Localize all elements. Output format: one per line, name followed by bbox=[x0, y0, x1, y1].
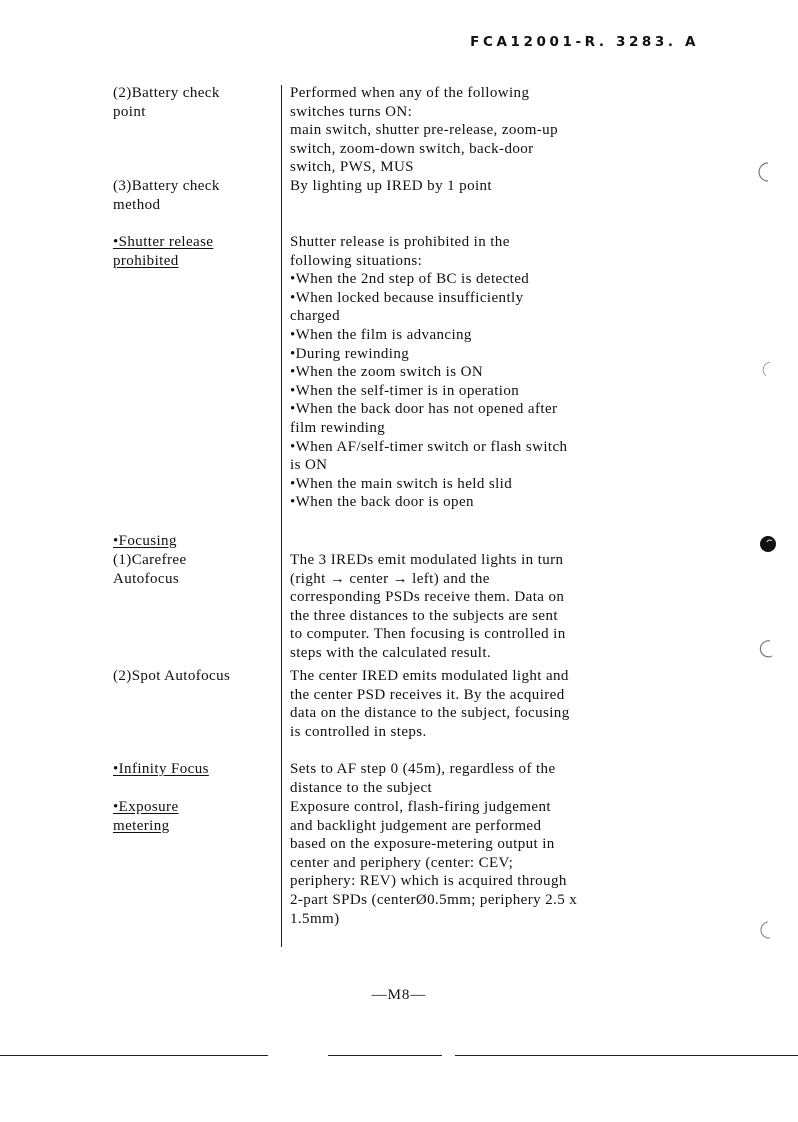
section-label bbox=[113, 667, 273, 686]
text-line: •When the 2nd step of BC is detected bbox=[290, 271, 530, 288]
label-line: prohibited bbox=[113, 252, 179, 269]
text-line: •When the back door is open bbox=[290, 494, 474, 511]
text-line: distance to the subject bbox=[290, 779, 433, 796]
label-line: •Shutter release bbox=[113, 234, 214, 250]
text-line: periphery: REV) which is acquired through bbox=[290, 873, 567, 890]
text-line: The 3 IREDs emit modulated lights in turn bbox=[290, 552, 564, 568]
text-line: Shutter release is prohibited in the bbox=[290, 234, 510, 250]
text-line: Performed when any of the following bbox=[290, 85, 530, 101]
text-line: charged bbox=[290, 308, 340, 325]
section-text bbox=[290, 84, 690, 177]
document-code: FCA12001-R. 3283. A bbox=[470, 34, 699, 50]
text-line: •When the self-timer is in operation bbox=[290, 382, 520, 399]
section-label bbox=[113, 233, 273, 270]
binder-hole-mark bbox=[754, 918, 778, 942]
section-text bbox=[290, 551, 690, 663]
footer-rule bbox=[0, 1055, 268, 1056]
text-line: data on the distance to the subject, focusing bbox=[290, 705, 570, 722]
section-text bbox=[290, 667, 690, 741]
label-line: •Exposure bbox=[113, 799, 179, 815]
text-line: film rewinding bbox=[290, 419, 386, 436]
text-line: •When the film is advancing bbox=[290, 326, 472, 343]
text-line: based on the exposure-metering output in bbox=[290, 836, 555, 853]
section-text bbox=[290, 760, 690, 797]
text-line: steps with the calculated result. bbox=[290, 644, 492, 661]
label-line: (2)Spot Autofocus bbox=[113, 668, 231, 684]
label-line: point bbox=[113, 103, 146, 120]
text-line: Sets to AF step 0 (45m), regardless of the bbox=[290, 761, 556, 777]
text-line: is ON bbox=[290, 457, 328, 474]
text-line: to computer. Then focusing is controlled in bbox=[290, 626, 566, 643]
footer-rule bbox=[328, 1055, 442, 1056]
text-line: 1.5mm) bbox=[290, 910, 340, 927]
label-line: Autofocus bbox=[113, 570, 180, 587]
section-text bbox=[290, 798, 690, 928]
text-line: •When the zoom switch is ON bbox=[290, 364, 484, 381]
text-line: following situations: bbox=[290, 252, 423, 269]
label-line: (3)Battery check bbox=[113, 178, 220, 194]
label-line: method bbox=[113, 196, 161, 213]
text-line: •When the main switch is held slid bbox=[290, 475, 513, 492]
text-line: switch, PWS, MUS bbox=[290, 159, 414, 176]
text-line: and backlight judgement are performed bbox=[290, 817, 542, 834]
text-line: Exposure control, flash-firing judgement bbox=[290, 799, 551, 815]
text-line: •When locked because insufficiently bbox=[290, 289, 524, 306]
page-number: —M8— bbox=[371, 987, 427, 1003]
label-line: •Infinity Focus bbox=[113, 761, 209, 777]
text-line: •When AF/self-timer switch or flash switch bbox=[290, 438, 568, 455]
text-line: the center PSD receives it. By the acquired bbox=[290, 686, 565, 703]
text-line: is controlled in steps. bbox=[290, 723, 427, 740]
text-line: corresponding PSDs receive them. Data on bbox=[290, 589, 565, 606]
binder-hole-mark bbox=[757, 533, 779, 555]
label-line: (1)Carefree bbox=[113, 552, 187, 568]
section-label bbox=[113, 551, 273, 588]
text-line: switch, zoom-down switch, back-door bbox=[290, 140, 534, 157]
text-line: The center IRED emits modulated light and bbox=[290, 668, 569, 684]
label-line: •Focusing bbox=[113, 533, 177, 549]
text-line: the three distances to the subjects are sent bbox=[290, 607, 558, 624]
text-line: (right → center → left) and the bbox=[290, 570, 490, 587]
label-line: metering bbox=[113, 817, 170, 834]
section-text bbox=[290, 177, 690, 196]
section-label bbox=[113, 84, 273, 121]
text-line: switches turns ON: bbox=[290, 103, 413, 120]
text-line: main switch, shutter pre-release, zoom-up bbox=[290, 122, 558, 139]
text-line: •During rewinding bbox=[290, 345, 410, 362]
footer-rule bbox=[455, 1055, 798, 1056]
binder-hole-mark bbox=[752, 160, 776, 184]
section-label bbox=[113, 798, 273, 835]
text-line: 2-part SPDs (centerØ0.5mm; periphery 2.5 x bbox=[290, 891, 578, 908]
section-label bbox=[113, 532, 273, 551]
binder-hole-mark bbox=[754, 637, 778, 661]
text-line: By lighting up IRED by 1 point bbox=[290, 178, 493, 194]
text-line: •When the back door has not opened after bbox=[290, 401, 558, 418]
section-text bbox=[290, 233, 690, 512]
section-label bbox=[113, 760, 273, 779]
column-divider bbox=[281, 85, 282, 947]
label-line: (2)Battery check bbox=[113, 85, 220, 101]
binder-hole-mark bbox=[756, 358, 776, 382]
text-line: center and periphery (center: CEV; bbox=[290, 854, 514, 871]
section-label bbox=[113, 177, 273, 214]
